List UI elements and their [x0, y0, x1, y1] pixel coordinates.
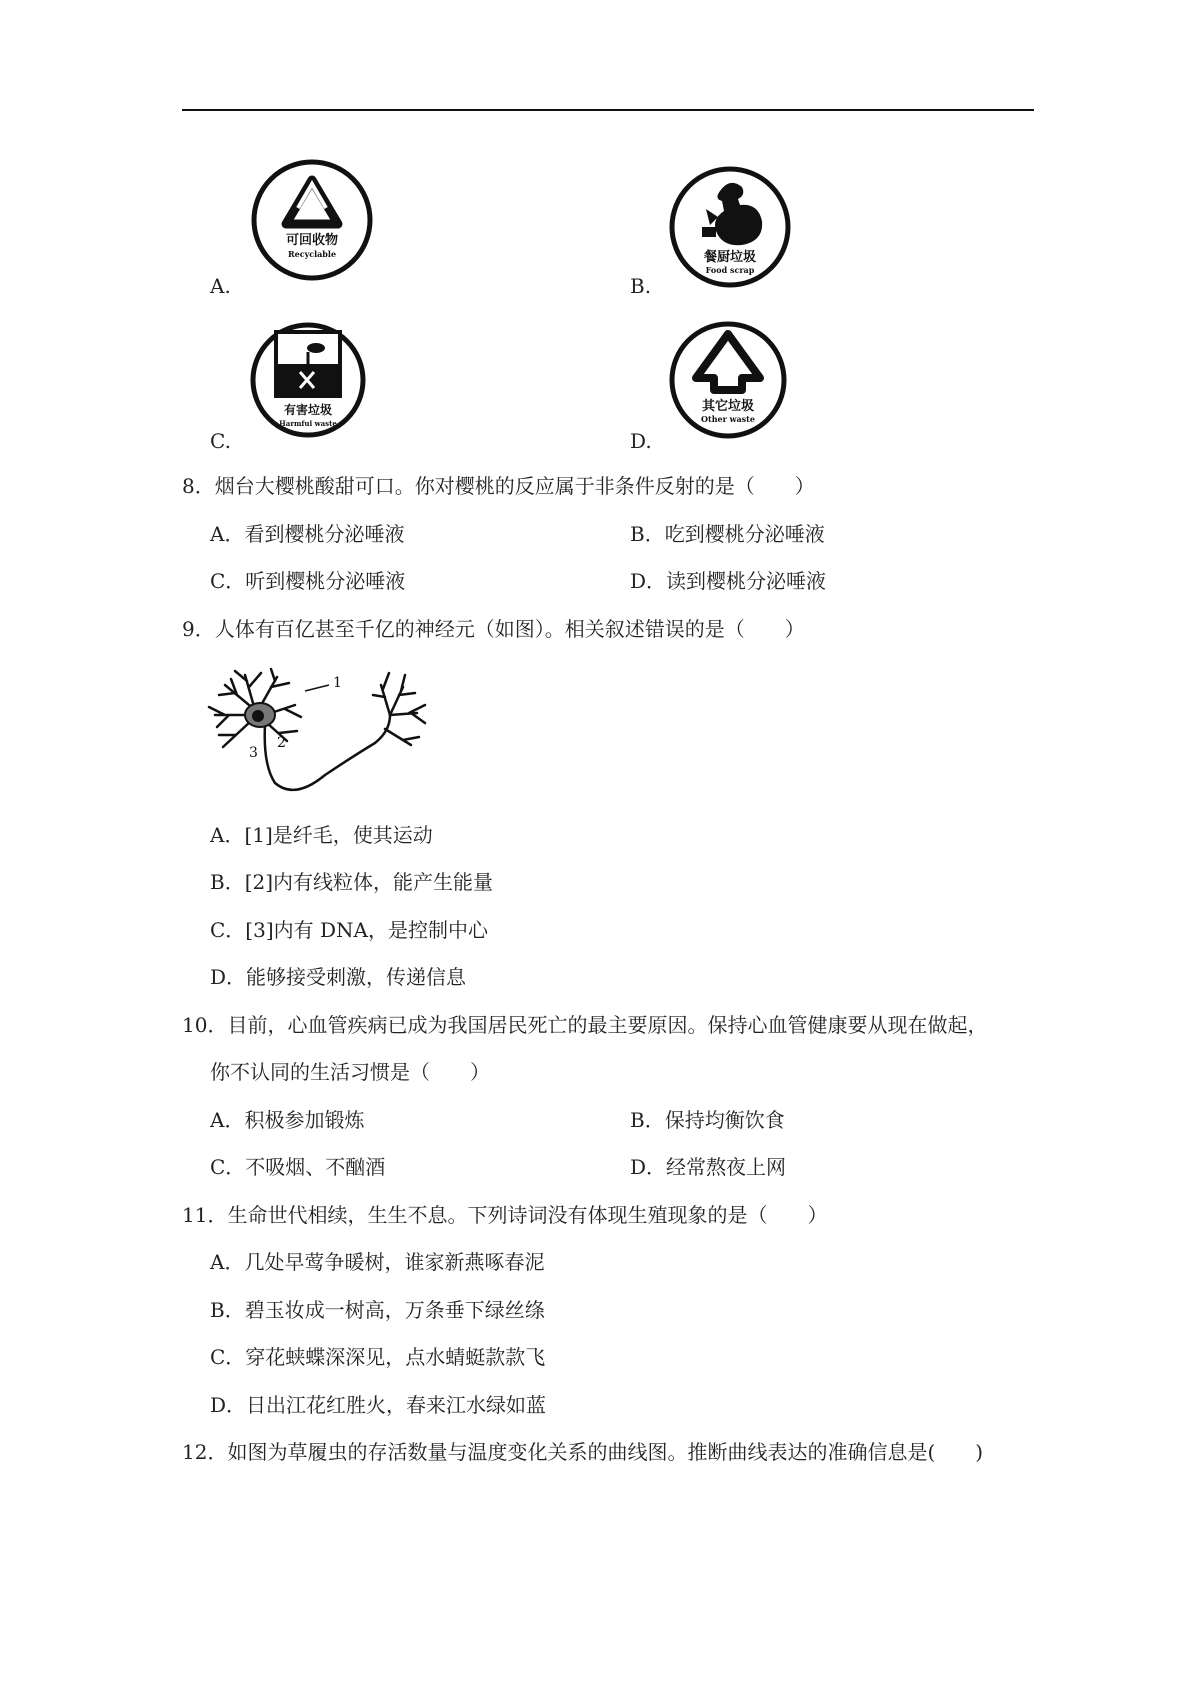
q8-stem: 8．烟台大樱桃酸甜可口。你对樱桃的反应属于非条件反射的是（ ） [182, 474, 815, 498]
svg-text:其它垃圾: 其它垃圾 [701, 399, 755, 414]
q12-stem: 12．如图为草履虫的存活数量与温度变化关系的曲线图。推断曲线表达的准确信息是( ) [182, 1440, 984, 1464]
svg-text:餐厨垃圾: 餐厨垃圾 [703, 250, 757, 265]
label-1: 1 [333, 675, 342, 691]
q11-option-a[interactable]: A．几处早莺争暖树，谁家新燕啄春泥 [210, 1250, 545, 1274]
q9-option-d[interactable]: D．能够接受刺激，传递信息 [210, 965, 467, 989]
svg-text:有害垃圾: 有害垃圾 [283, 403, 333, 417]
q8-option-b[interactable]: B．吃到樱桃分泌唾液 [630, 522, 825, 546]
q10-option-a[interactable]: A．积极参加锻炼 [210, 1108, 365, 1132]
svg-text:Recyclable: Recyclable [287, 249, 337, 259]
q10-stem-line2: 你不认同的生活习惯是（ ） [210, 1060, 490, 1084]
recyclable-icon [250, 158, 374, 282]
q10-stem-line1: 10．目前，心血管疾病已成为我国居民死亡的最主要原因。保持心血管健康要从现在做起， [182, 1013, 988, 1037]
q8-option-d[interactable]: D．读到樱桃分泌唾液 [630, 569, 827, 593]
q11-option-b[interactable]: B．碧玉妆成一树高，万条垂下绿丝绦 [210, 1298, 545, 1322]
label-2: 2 [277, 735, 286, 751]
q10-option-c[interactable]: C．不吸烟、不酗酒 [210, 1155, 386, 1179]
q10-option-d[interactable]: D．经常熬夜上网 [630, 1155, 787, 1179]
svg-text:Food scrap: Food scrap [705, 265, 755, 275]
q7-option-a[interactable]: A. [210, 274, 231, 298]
q9-option-a[interactable]: A．[1]是纤毛，使其运动 [210, 823, 433, 847]
svg-text:可回收物: 可回收物 [285, 233, 339, 248]
q10-option-b[interactable]: B．保持均衡饮食 [630, 1108, 785, 1132]
food-scrap-icon [668, 165, 792, 289]
q9-option-c[interactable]: C．[3]内有 DNA，是控制中心 [210, 918, 488, 942]
svg-text:Harmful waste: Harmful waste [279, 419, 337, 428]
q11-option-d[interactable]: D．日出江花红胜火，春来江水绿如蓝 [210, 1393, 547, 1417]
q11-stem: 11．生命世代相续，生生不息。下列诗词没有体现生殖现象的是（ ） [182, 1203, 828, 1227]
header-rule [182, 109, 1034, 111]
neuron-diagram [205, 665, 445, 795]
q7-option-d[interactable]: D. [630, 429, 652, 453]
q7-option-b[interactable]: B. [630, 274, 652, 298]
q8-option-c[interactable]: C．听到樱桃分泌唾液 [210, 569, 406, 593]
q9-option-b[interactable]: B．[2]内有线粒体，能产生能量 [210, 870, 494, 894]
harmful-waste-icon [250, 318, 366, 442]
other-waste-icon [668, 318, 788, 442]
q9-stem: 9．人体有百亿甚至千亿的神经元（如图）。相关叙述错误的是（ ） [182, 617, 805, 641]
label-3: 3 [249, 745, 258, 761]
q8-option-a[interactable]: A．看到樱桃分泌唾液 [210, 522, 405, 546]
svg-text:Other waste: Other waste [701, 414, 755, 424]
q11-option-c[interactable]: C．穿花蛱蝶深深见，点水蜻蜓款款飞 [210, 1345, 546, 1369]
q7-option-c[interactable]: C. [210, 429, 231, 453]
